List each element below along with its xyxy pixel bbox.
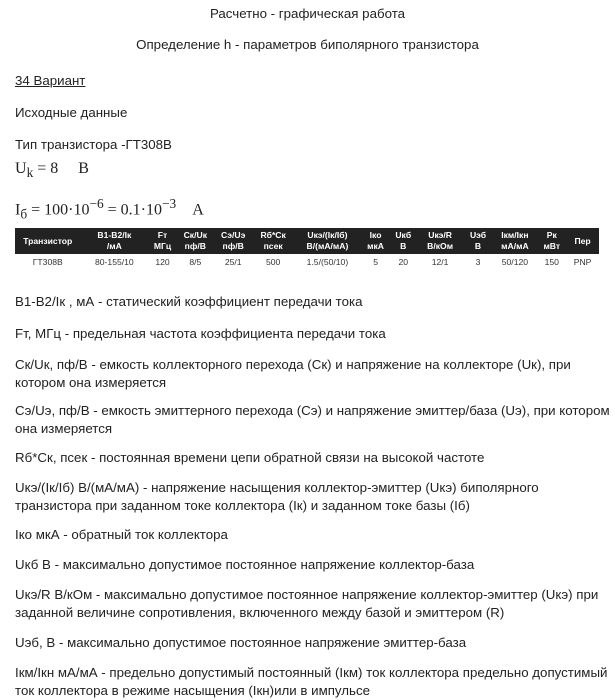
definition-item: Uкб В - максимально допустимое постоянное напряжение коллектор-база bbox=[15, 557, 475, 572]
definition-item: Cэ/Uэ, пф/В - емкость эмиттерного перехода (Сэ) и напряжение эмиттер/база (Uэ), при котором она измеряется bbox=[15, 403, 610, 436]
parameters-table bbox=[15, 228, 599, 270]
table-cell: 120 bbox=[155, 257, 170, 267]
table-header-text: пф/В bbox=[184, 241, 206, 251]
table-header-text: Uэб bbox=[469, 230, 487, 240]
table-header-text: мкА bbox=[367, 241, 385, 251]
table-cell: PNP bbox=[573, 257, 592, 267]
table-cell: 80-155/10 bbox=[95, 257, 134, 267]
definition-item: B1-B2/Iк , мА - статический коэффициент передачи тока bbox=[15, 294, 363, 309]
table-header-cell bbox=[464, 228, 493, 254]
formula-ib-eq2: = 0.1·10 bbox=[103, 201, 163, 219]
table-header-text: Uкб bbox=[395, 230, 412, 240]
formula-ib-exp1: −6 bbox=[89, 196, 104, 211]
transistor-type: Тип транзистора -ГТ308В bbox=[15, 137, 172, 152]
table-cell: 12/1 bbox=[431, 257, 449, 267]
table-header-text: Iкм/Iкн bbox=[501, 230, 529, 240]
source-data-heading: Исходные данные bbox=[15, 105, 128, 120]
formula-ib-unit: A bbox=[192, 201, 204, 219]
formula-uk bbox=[15, 161, 89, 181]
table-cell: 8/5 bbox=[189, 257, 202, 267]
formula-uk-rest: = 8 bbox=[33, 160, 63, 177]
table-header-text: Iко bbox=[369, 230, 382, 240]
table-header-text: мВт bbox=[543, 241, 561, 251]
table-header-text: МГц bbox=[153, 241, 172, 251]
table-cell: 3 bbox=[475, 257, 481, 267]
definition-item: Uкэ/(Iк/Iб) В/(мА/мА) - напряжение насыщения коллектор-эмиттер (Uкэ) биполярного транзистора при заданном токе коллектора (Iк) и заданном токе базы (Iб) bbox=[15, 480, 539, 513]
definition-item: Iко мкА - обратный ток коллектора bbox=[15, 527, 228, 542]
table-header-text: Транзистор bbox=[23, 235, 73, 246]
table-cell: 500 bbox=[265, 257, 281, 267]
table-header-cell bbox=[294, 228, 362, 254]
table-header-text: В/кОм bbox=[427, 241, 454, 251]
definition-item: Cк/Uк, пф/В - емкость коллекторного перехода (Ск) и напряжение на коллекторе (Uк), при котором она измеряется bbox=[15, 357, 571, 390]
table-header-text: В bbox=[474, 241, 482, 251]
table-header-text: В bbox=[400, 241, 407, 251]
formula-ib-sub: б bbox=[20, 206, 28, 222]
table-header-cell bbox=[214, 228, 253, 254]
table-header-text: Пер bbox=[574, 235, 591, 246]
formula-ib bbox=[15, 196, 204, 223]
table-cell: 1.5/(50/10) bbox=[306, 257, 349, 267]
definition-item: Rб*Cк, псек - постоянная времени цепи обратной связи на высокой частоте bbox=[15, 450, 485, 465]
table-header-text: Pк bbox=[546, 230, 557, 240]
table-header-text: Uкэ/R bbox=[428, 230, 452, 240]
formula-ib-exp2: −3 bbox=[162, 196, 177, 211]
definition-item: Fт, МГц - предельная частота коэффициента передачи тока bbox=[15, 326, 386, 341]
definition-item: Uэб, В - максимально допустимое постоянное напряжение эмиттер-база bbox=[15, 635, 467, 650]
table-header-text: пф/В bbox=[222, 241, 244, 251]
table-row bbox=[15, 254, 599, 270]
definition-item: Iкм/Iкн мА/мА - предельно допустимый постоянный (Iкм) ток коллектора предельно допустимый ток коллектора в режиме насыщения (Iкн)или в импульсе bbox=[15, 665, 608, 698]
table-header-cell bbox=[390, 228, 417, 254]
table-header-cell bbox=[148, 228, 177, 254]
table-header-text: мА/мА bbox=[501, 241, 529, 251]
table-header-cell bbox=[177, 228, 214, 254]
table-header-cell bbox=[417, 228, 464, 254]
table-header-text: Rб*Cк bbox=[260, 230, 286, 240]
formula-uk-symbol: U bbox=[15, 160, 27, 177]
table-header-cell bbox=[492, 228, 537, 254]
table-header-cell bbox=[81, 228, 149, 254]
table-header-text: псек bbox=[263, 241, 283, 251]
table-cell: 5 bbox=[373, 257, 378, 267]
table-header-cell bbox=[537, 228, 566, 254]
table-header-text: Cэ/Uэ bbox=[221, 230, 246, 240]
table-cell: 20 bbox=[398, 257, 409, 267]
table-header-text: B1-B2/Iк bbox=[97, 230, 132, 240]
formula-ib-eq1: = 100·10 bbox=[27, 201, 90, 219]
page-title: Расчетно - графическая работа bbox=[209, 6, 406, 21]
table-header-cell bbox=[15, 228, 81, 254]
table-header-cell bbox=[361, 228, 390, 254]
formula-uk-unit: B bbox=[78, 160, 89, 177]
table-cell: 50/120 bbox=[501, 257, 529, 267]
table-header-cell bbox=[253, 228, 294, 254]
table-header-text: В/(мА/мА) bbox=[306, 241, 349, 251]
table-cell: 150 bbox=[544, 257, 559, 267]
definition-item: Uкэ/R В/кОм - максимально допустимое постоянное напряжение коллектор-эмиттер (Uкэ) при заданной величине сопротивления, включенного между базой и эмиттером (R) bbox=[15, 587, 599, 620]
page-subtitle: Определение h - параметров биполярного транзистора bbox=[136, 37, 479, 52]
table-cell: 25/1 bbox=[224, 257, 242, 267]
table-header-text: /мА bbox=[106, 241, 122, 251]
table-header-text: Uкэ/(Iк/Iб) bbox=[307, 230, 348, 240]
formula-ib-symbol: I bbox=[15, 201, 21, 219]
table-header-cell bbox=[566, 228, 599, 254]
table-header-row bbox=[15, 228, 599, 254]
formula-uk-sub: k bbox=[26, 165, 34, 181]
table-cell: ГТ308В bbox=[32, 257, 63, 267]
variant-label: 34 Вариант bbox=[15, 73, 86, 88]
table-header-text: Fт bbox=[157, 230, 168, 240]
table-header-text: Cк/Uк bbox=[183, 230, 207, 240]
